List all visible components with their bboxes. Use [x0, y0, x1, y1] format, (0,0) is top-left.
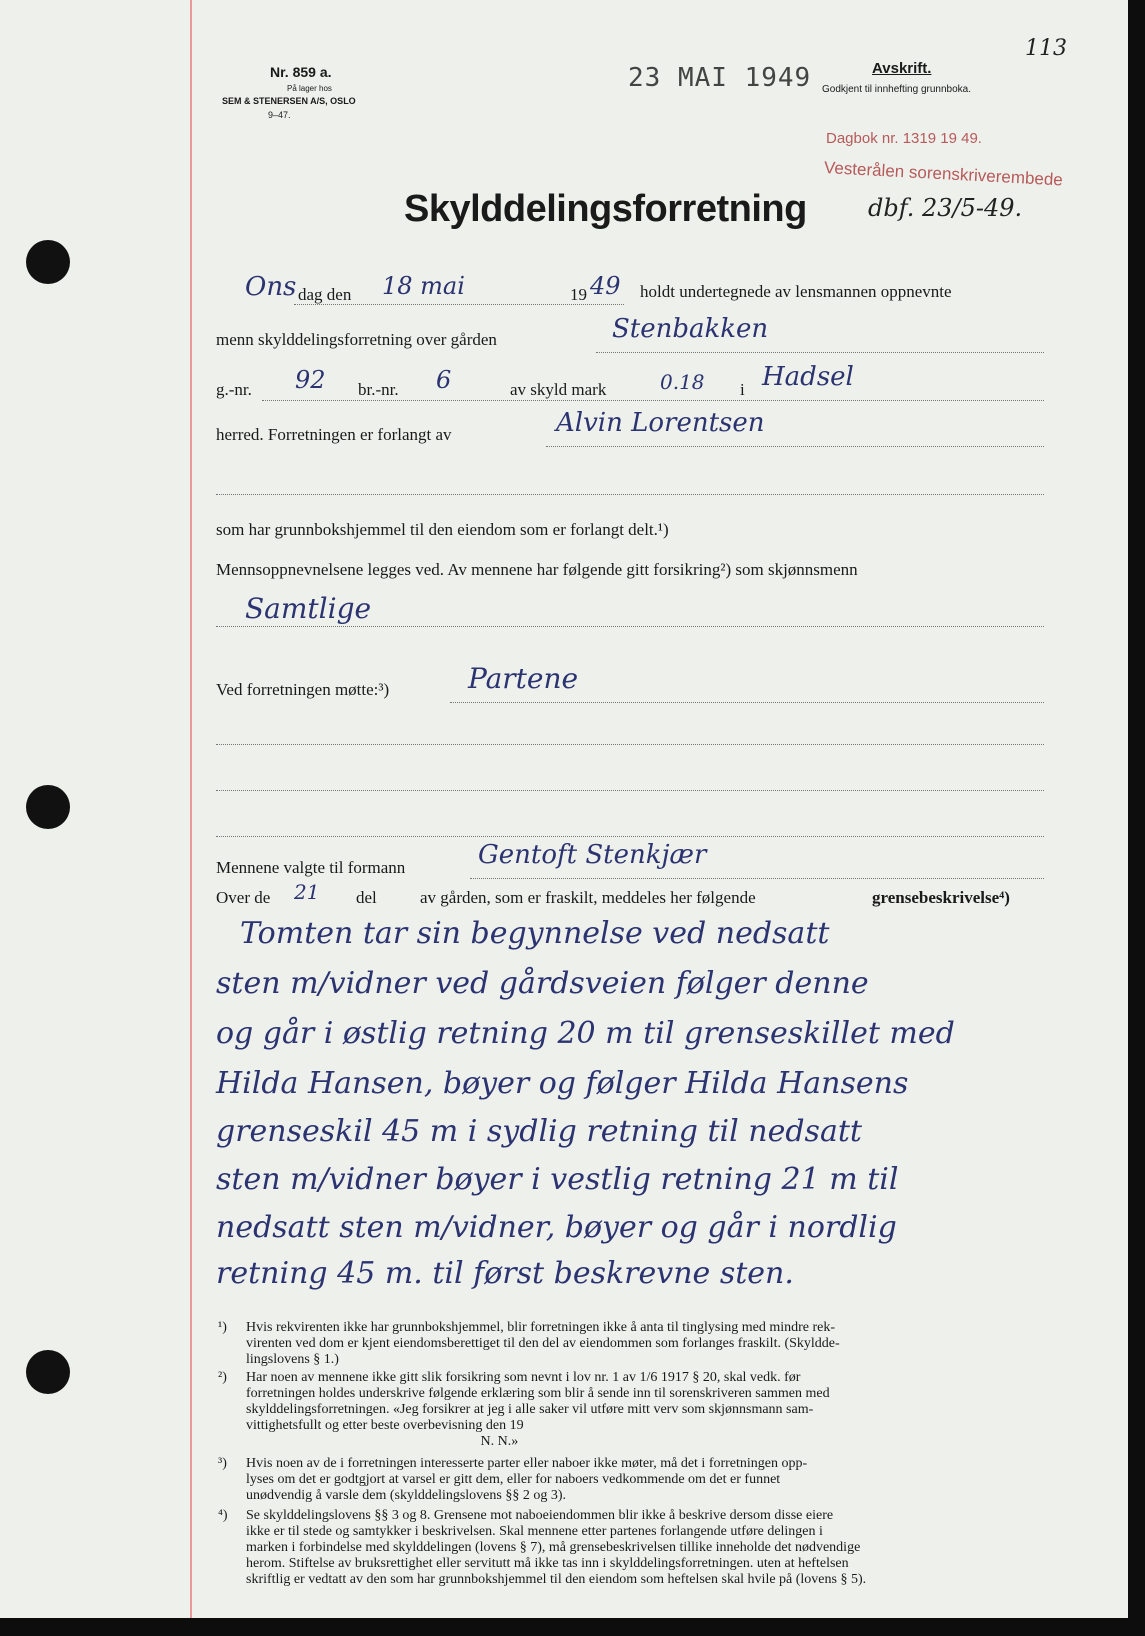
- form-text: 19: [570, 285, 587, 304]
- form-text: Ved forretningen møtte:³): [216, 680, 390, 699]
- form-text: herred. Forretningen er forlangt av: [216, 425, 452, 444]
- page-title: Skylddelingsforretning: [404, 188, 807, 230]
- year-suffix: 49: [590, 272, 621, 300]
- form-text: Over de: [216, 888, 271, 907]
- page-number: 113: [1025, 36, 1067, 61]
- date-stamp: 23 MAI 1949: [628, 63, 812, 93]
- avskrift-note: Godkjent til innhefting grunnboka.: [822, 84, 971, 95]
- form-text: Mennene valgte til formann: [216, 858, 406, 877]
- day: 18 mai: [382, 272, 465, 300]
- form-text: holdt undertegnede av lensmannen oppnevnte: [640, 282, 952, 301]
- form-text: g.-nr.: [216, 380, 252, 399]
- fraction-value: 21: [294, 880, 320, 904]
- form-text: i: [740, 380, 745, 399]
- punch-hole: [26, 1350, 70, 1394]
- avskrift-label: Avskrift.: [872, 60, 932, 77]
- form-number: Nr. 859 a.: [270, 64, 332, 80]
- formann-value: Gentoft Stenkjær: [478, 840, 707, 870]
- form-text: br.-nr.: [358, 380, 399, 399]
- motte-value: Partene: [468, 662, 579, 695]
- form-text: dag den: [298, 285, 352, 304]
- dagbok-stamp: Dagbok nr. 1319 19 49.: [826, 130, 982, 147]
- skjonnsmenn: Samtlige: [245, 592, 372, 625]
- title-note: dbf. 23/5-49.: [868, 194, 1023, 222]
- bnr-value: 6: [436, 366, 452, 394]
- requester: Alvin Lorentsen: [556, 408, 765, 438]
- mark-value: 0.18: [660, 370, 705, 394]
- form-text: av gården, som er fraskilt, meddeles her følgende: [420, 888, 756, 907]
- printer-line: 9–47.: [268, 110, 291, 120]
- form-text: av skyld mark: [510, 380, 607, 399]
- gnr-value: 92: [295, 366, 326, 394]
- description-line: Tomten tar sin begynnelse ved nedsatt: [240, 916, 830, 951]
- form-text: menn skylddelingsforretning over gården: [216, 330, 497, 349]
- court-stamp: Vesterålen sorenskriverembede: [823, 158, 1064, 190]
- description-line: Hilda Hansen, bøyer og følger Hilda Hansens: [216, 1066, 909, 1101]
- punch-hole: [26, 240, 70, 284]
- printer-line: SEM & STENERSEN A/S, OSLO: [222, 96, 356, 106]
- form-text: som har grunnbokshjemmel til den eiendom som er forlangt delt.¹): [216, 520, 669, 539]
- farm-name: Stenbakken: [612, 314, 769, 344]
- description-line: nedsatt sten m/vidner, bøyer og går i nordlig: [216, 1210, 897, 1245]
- printer-line: På lager hos: [287, 84, 332, 93]
- margin-line: [190, 0, 192, 1618]
- document-page: Nr. 859 a. På lager hos SEM & STENERSEN A/S, OSLO 9–47. 23 MAI 1949 Avskrift. Godkjent til innhefting grunnboka. 113 Dagbok nr. 1319 19 49. Vesterålen sorenskriverembede Skylddelingsforretning dbf. 23/5-49. Ons dag den 18 mai 19 49 holdt undertegnede av lensmannen oppnevnte menn skylddelingsforretning over gården Stenbakken g.-nr. 92 br.-nr. 6 av skyld mark 0.18 i Hadsel herred. Forretningen er forlangt av Alvin Lorentsen som har grunnbokshjemmel til den eiendom som er forlangt delt.¹) Mennsoppnevnelsene legges ved. Av mennene har følgende gitt forsikring²) som skjønnsmenn Samtlige Ved forretningen møtte:³) Partene Mennene valgte til formann Gentoft Stenkjær Over de 21 del av gården, som er fraskilt, meddeles her følgende grensebeskrivelse⁴) Tomten tar sin begynnelse ved nedsatt sten m/vidner ved gårdsveien følger denne og går i østlig retning 20 m til grenseskillet med Hilda Hansen, bøyer og følger Hilda Hansens grenseskil 45 m i sydlig retning til nedsatt sten m/vidner bøyer i vestlig retning 21 m til nedsatt sten m/vidner, bøyer og går i nordlig retning 45 m. til først beskrevne sten. ¹) Hvis rekvirenten ikke har grunnbokshjemmel, blir forretningen ikke å anta til tinglysing med mindre rek- virenten ved dom er kjent eiendomsberettiget til den del av eiendommen som forlanges fraskilt. (Skyldde- lingslovens § 1.) ²) Har noen av mennene ikke gitt slik forsikring som nevnt i lov nr. 1 av 1/6 1917 § 20, skal vedk. før forretningen holdes underskrive følgende erklæring som blir å sende inn til sorenskriveren sammen med skylddelingsforretningen. «Jeg forsikrer at jeg i alle saker vil utføre mitt verv som skjønnsmann sam- vittighetsfullt og etter beste overbevisning den 19 N. N.» ³) Hvis noen av de i forretningen interesserte parter eller naboer ikke møter, må det i forretningen opp- lyses om det er godtgjort at varsel er gitt dem, eller for naboers vedkommende om det er funnet unødvendig å varsle dem (skylddelingslovens §§ 2 og 3). ⁴) Se skylddelingslovens §§ 3 og 8. Grensene mot naboeiendommen blir ikke å beskrive dersom disse eiere ikke er til stede og samtykker i beskrivelsen. Skal mennene etter partenes forlangende utføre delingen i marken i forbindelse med skylddelingen (lovens § 7), må grensebeskrivelsen tillike inneholde det nødvendige herom. Stiftelse av bruksrettighet eller servitutt må ikke tas inn i skylddelingsforretningen. uten at heftelsen skriftlig er vedtatt av den som har grunnbokshjemmel til den eiendom som heftelsen skal hvile på (lovens § 5).: [0, 0, 1128, 1618]
- description-line: grenseskil 45 m i sydlig retning til nedsatt: [216, 1114, 862, 1149]
- description-line: og går i østlig retning 20 m til grenseskillet med: [216, 1016, 955, 1051]
- description-line: sten m/vidner bøyer i vestlig retning 21 m til: [216, 1162, 899, 1197]
- weekday: Ons: [245, 272, 297, 302]
- form-text: del: [356, 888, 377, 907]
- herred-value: Hadsel: [762, 362, 854, 392]
- form-text-bold: grensebeskrivelse⁴): [872, 888, 1010, 907]
- punch-hole: [26, 785, 70, 829]
- form-text: Mennsoppnevnelsene legges ved. Av mennene har følgende gitt forsikring²) som skjønnsmenn: [216, 560, 858, 579]
- description-line: sten m/vidner ved gårdsveien følger denne: [216, 966, 869, 1001]
- description-line: retning 45 m. til først beskrevne sten.: [216, 1256, 794, 1291]
